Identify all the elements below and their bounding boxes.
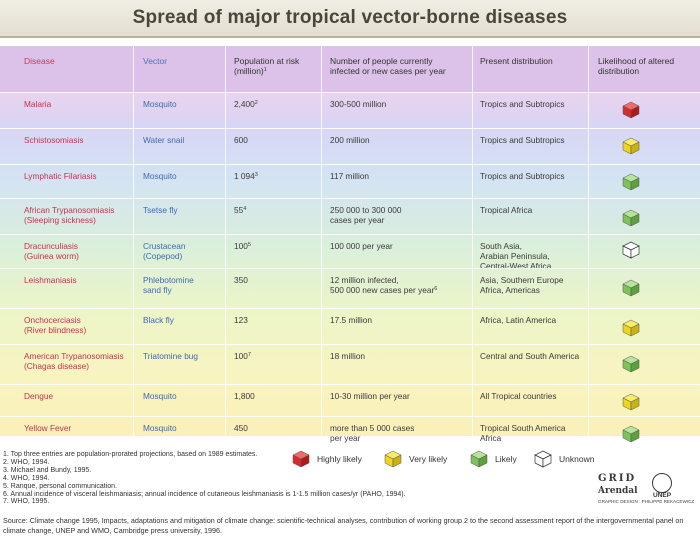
page-title: Spread of major tropical vector-borne diseases [132, 7, 568, 28]
distribution-line: Africa, Americas [480, 285, 540, 295]
vector-cell [143, 241, 228, 261]
population-footnote: 3 [254, 172, 258, 178]
likelihood-cube-icon [622, 425, 640, 443]
table-row [0, 234, 700, 271]
vector-name: Crustacean [143, 241, 186, 251]
distribution-cell [480, 391, 590, 401]
design-credit: GRAPHIC DESIGN : PHILIPPE REKACEWICZ [598, 499, 695, 504]
disease-cell [24, 171, 134, 181]
population-cell [234, 275, 324, 285]
disease-name: Onchocerciasis [24, 315, 81, 325]
distribution-cell [480, 135, 590, 145]
population-cell [234, 205, 324, 215]
cases-value: 300-500 million [330, 99, 387, 109]
source-citation: Source: Climate change 1995, Impacts, adaptations and mitigation of climate change: scientific-technical analyses, contribution of working group 2 to the second assessment report of the intergovernmental panel on climate change, UNEP and WMO, Cambridge press university, 1996. [3, 516, 684, 535]
population-value: 450 [234, 423, 248, 433]
yellow-cube-icon [384, 450, 402, 468]
cases-cell [330, 99, 455, 109]
population-footnote: 5 [247, 242, 251, 248]
population-value: 100 [234, 351, 248, 361]
disease-name: Yellow Fever [24, 423, 72, 433]
cases-value: 12 million infected, [330, 275, 399, 285]
distribution-line: South Asia, [480, 241, 522, 251]
cases-cell [330, 241, 455, 251]
legend-likely [470, 450, 517, 468]
vector-cell [143, 171, 228, 181]
disease-name: Dengue [24, 391, 54, 401]
likelihood-cube-icon [622, 241, 640, 259]
disease-name: Leishmaniasis [24, 275, 77, 285]
distribution-cell [480, 423, 590, 443]
population-value: 350 [234, 275, 248, 285]
disease-cell [24, 315, 134, 335]
header-number-line2: infected or new cases per year [330, 66, 446, 76]
likelihood-cube-icon [622, 209, 640, 227]
population-cell [234, 391, 324, 401]
population-cell [234, 423, 324, 433]
likelihood-cube-icon [622, 101, 640, 119]
distribution-cell [480, 315, 590, 325]
cases-value: 10-30 million per year [330, 391, 410, 401]
header-likelihood [598, 56, 674, 76]
vector-name: Water snail [143, 135, 185, 145]
header-number [330, 56, 446, 76]
population-value: 100 [234, 241, 248, 251]
disease-cell [24, 135, 134, 145]
distribution-cell [480, 241, 590, 271]
population-cell [234, 99, 324, 109]
vector-cell [143, 423, 228, 433]
header-distribution: Present distribution [480, 56, 553, 66]
disease-alias: (Guinea worm) [24, 251, 79, 261]
disease-cell [24, 391, 134, 401]
population-footnote: 2 [254, 100, 258, 106]
footnote-line: 1. Top three entries are population-prorated projections, based on 1989 estimates. [3, 451, 258, 458]
likelihood-cube-icon [622, 355, 640, 373]
population-value: 2,400 [234, 99, 255, 109]
unep-logo-text: UNEP [653, 492, 672, 499]
table-row [0, 128, 700, 164]
distribution-cell [480, 171, 590, 181]
disease-alias: (Sleeping sickness) [24, 215, 96, 225]
likelihood-cube-icon [622, 173, 640, 191]
header-likelihood-line2: distribution [598, 66, 640, 76]
arendal-logo-text: Arendal [598, 486, 638, 496]
population-value: 600 [234, 135, 248, 145]
disease-alias: (River blindness) [24, 325, 87, 335]
footnote-line: 3. Michael and Bundy, 1995. [3, 466, 92, 474]
disease-name: Schistosomiasis [24, 135, 84, 145]
cases-cell [330, 171, 455, 181]
population-cell [234, 135, 324, 145]
vector-name: Mosquito [143, 391, 177, 401]
outline-cube-icon [534, 450, 552, 468]
distribution-line: Tropical South America [480, 423, 566, 433]
header-likelihood-line1: Likelihood of altered [598, 56, 675, 66]
disease-name: African Trypanosomiasis [24, 205, 115, 215]
population-value: 55 [234, 205, 244, 215]
population-value: 1,800 [234, 391, 255, 401]
legend-unknown-label: Unknown [559, 454, 595, 464]
cases-detail: per year [330, 433, 361, 443]
vector-name: Mosquito [143, 423, 177, 433]
cases-value: 17.5 million [330, 315, 372, 325]
cases-detail: cases per year [330, 215, 385, 225]
table-row [0, 198, 700, 234]
footnote-line: 5. Ranque, personal communication. [3, 482, 118, 490]
distribution-line: Central and South America [480, 351, 580, 361]
distribution-line: Arabian Peninsula, [480, 251, 550, 261]
distribution-cell [480, 351, 590, 361]
cases-value: 18 million [330, 351, 366, 361]
table-row [0, 164, 700, 198]
cases-value: 117 million [330, 171, 370, 181]
header-population-line1: Population at risk [234, 56, 300, 66]
cases-value: 100 000 per year [330, 241, 393, 251]
disease-cell [24, 351, 134, 371]
disease-cell [24, 241, 134, 261]
population-cell [234, 171, 324, 181]
disease-name: American Trypanosomiasis [24, 351, 124, 361]
cases-cell [330, 315, 455, 325]
distribution-cell [480, 275, 590, 295]
population-cell [234, 241, 324, 251]
vector-cell [143, 275, 228, 295]
red-cube-icon [292, 450, 310, 468]
footnote-line: 6. Annual incidence of visceral leishmaniasis; annual incidence of cutaneous leishmaniasis is 1-1.5 million cases/yr (PAHO, 1994). [3, 490, 406, 498]
disease-cell [24, 99, 134, 109]
likelihood-cube-icon [622, 393, 640, 411]
header-number-line1: Number of people currently [330, 56, 433, 66]
distribution-cell [480, 99, 590, 109]
likelihood-cube-icon [622, 319, 640, 337]
vector-cell [143, 315, 228, 325]
cases-detail: 500 000 new cases per year [330, 285, 435, 295]
disease-name: Malaria [24, 99, 52, 109]
vector-name: Mosquito [143, 99, 177, 109]
likelihood-cube-icon [622, 279, 640, 297]
distribution-line: Africa [480, 433, 502, 443]
cases-value: 200 million [330, 135, 370, 145]
disease-cell [24, 423, 134, 433]
footnote-line: 7. WHO, 1995. [3, 498, 50, 506]
header-population-line2: (million) [234, 66, 264, 76]
distribution-line: All Tropical countries [480, 391, 557, 401]
footnote-line: 4. WHO, 1994. [3, 474, 50, 482]
table-header [0, 46, 700, 92]
disease-name: Dracunculiasis [24, 241, 78, 251]
disease-table [0, 46, 700, 443]
distribution-line: Tropics and Subtropics [480, 135, 565, 145]
table-row [0, 268, 700, 308]
vector-name: Phlebotomine [143, 275, 194, 285]
unep-emblem-icon [652, 473, 672, 493]
title-bar [0, 0, 700, 38]
table-row [0, 416, 700, 443]
vector-detail: sand fly [143, 285, 172, 295]
distribution-cell [480, 205, 590, 215]
population-footnote: 7 [247, 352, 251, 358]
table-row [0, 384, 700, 416]
table-row [0, 344, 700, 384]
vector-cell [143, 391, 228, 401]
legend-likely-label: Likely [495, 454, 517, 464]
cases-cell [330, 423, 455, 443]
footnote-line: 2. WHO, 1994. [3, 458, 50, 466]
disease-cell [24, 275, 134, 285]
header-vector: Vector [143, 56, 168, 66]
header-disease: Disease [24, 56, 55, 66]
vector-name: Triatomine bug [143, 351, 199, 361]
population-value: 123 [234, 315, 248, 325]
vector-name: Tsetse fly [143, 205, 178, 215]
cases-footnote: 6 [434, 286, 438, 292]
legend-unknown [534, 450, 594, 468]
legend-very-likely-label: Very likely [409, 454, 448, 464]
distribution-line: Tropics and Subtropics [480, 171, 565, 181]
disease-alias: (Chagas disease) [24, 361, 90, 371]
header-population-sup: 1 [263, 67, 267, 73]
population-cell [234, 351, 324, 361]
vector-cell [143, 205, 228, 215]
table-row [0, 92, 700, 128]
disease-name: Lymphatic Filariasis [24, 171, 97, 181]
vector-cell [143, 135, 228, 145]
vector-cell [143, 351, 228, 361]
legend-highly-likely-label: Highly likely [317, 454, 362, 464]
cases-cell [330, 275, 455, 295]
vector-name: Mosquito [143, 171, 177, 181]
cases-value: 250 000 to 300 000 [330, 205, 402, 215]
header-population [234, 56, 299, 76]
vector-cell [143, 99, 228, 109]
cases-value: more than 5 000 cases [330, 423, 415, 433]
cases-cell [330, 351, 455, 361]
cases-cell [330, 391, 455, 401]
distribution-line: Central-West Africa [480, 261, 552, 271]
cases-cell [330, 205, 455, 225]
population-footnote: 4 [243, 206, 247, 212]
legend-very-likely [384, 450, 447, 468]
population-cell [234, 315, 324, 325]
distribution-line: Tropics and Subtropics [480, 99, 565, 109]
distribution-line: Tropical Africa [480, 205, 533, 215]
distribution-line: Asia, Southern Europe [480, 275, 564, 285]
disease-cell [24, 205, 134, 225]
distribution-line: Africa, Latin America [480, 315, 557, 325]
cases-cell [330, 135, 455, 145]
vector-name: Black fly [143, 315, 174, 325]
population-value: 1 094 [234, 171, 255, 181]
vector-detail: (Copepod) [143, 251, 183, 261]
green-cube-icon [470, 450, 488, 468]
table-row [0, 308, 700, 344]
legend-highly-likely [292, 450, 362, 468]
likelihood-cube-icon [622, 137, 640, 155]
grid-logo-text: GRID [598, 473, 637, 484]
